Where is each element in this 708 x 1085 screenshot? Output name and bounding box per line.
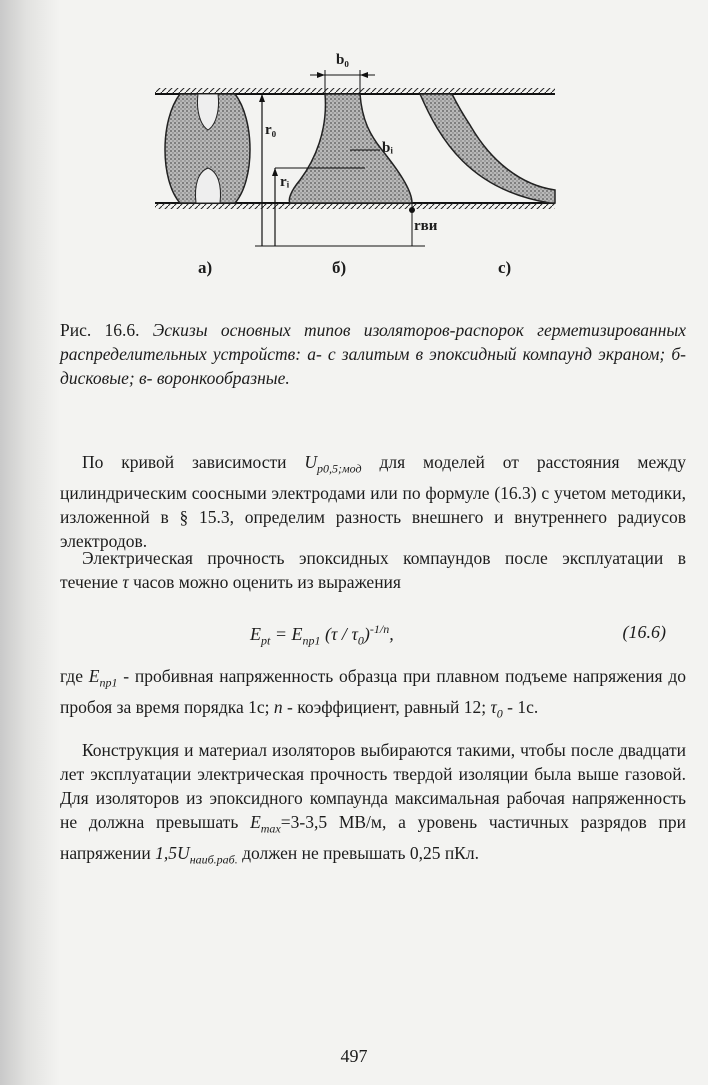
insulator-b (289, 94, 412, 203)
p4-text-a: Конструкция и материал изоляторов выбираются такими, чтобы после двадцати лет эксплуатации электрическая прочность твердой изоляции была выше газовой. Для изоляторов из эпоксидного компаунда максимальная рабочая напряженность не должна превышать (60, 740, 686, 832)
panel-label-c: с) (498, 258, 512, 277)
formula-comma: , (389, 624, 394, 644)
insulator-sketch-figure (150, 50, 690, 290)
formula-rhs-sub: пp1 (302, 633, 321, 648)
p4-text-b: =3-3,5 МВ/м, а уровень частичных разрядов при напряжении (60, 812, 686, 863)
insulator-sketch-drawing (150, 50, 690, 290)
paragraph-1 (60, 450, 686, 553)
ri-label: rᵢ (280, 174, 290, 190)
p2-var: τ (122, 572, 129, 592)
p3-var3-sub: 0 (496, 706, 503, 720)
p4-var1: E (250, 812, 261, 832)
figure-caption (60, 318, 686, 390)
formula-number: (16.6) (622, 622, 666, 642)
formula-lhs: E (250, 624, 261, 644)
p1-var-sub: p0,5;мод (317, 461, 362, 476)
b0-label: b₀ (336, 52, 349, 68)
formula-body: (τ / τ (320, 624, 358, 644)
insulator-c (420, 94, 555, 203)
caption-body: Эскизы основных типов изоляторов-распорок герметизированных распределительных устройств: а- с залитым в эпоксидный компаунд экраном; б- дисковые; в- воронкообразные. (60, 320, 687, 388)
p3-var2: n (273, 696, 283, 717)
panel-label-a: а) (198, 258, 213, 277)
p4-var2-sub: наиб.раб. (189, 852, 238, 866)
p3-var3: τ (490, 696, 497, 717)
paragraph-4 (60, 738, 686, 871)
r0-label: r₀ (265, 122, 277, 138)
formula-tau-sub: 0 (357, 633, 364, 648)
p4-var1-sub: max (260, 821, 281, 836)
p3-text-d: - 1с. (502, 696, 539, 717)
paragraph-2 (60, 546, 686, 594)
p2-text-b: часов можно оценить из выражения (128, 572, 401, 592)
formula-close: ) (363, 624, 370, 644)
p1-text-a: По кривой зависимости (82, 452, 305, 472)
p3-text-a: где (60, 666, 89, 686)
p1-var: U (304, 452, 318, 472)
p4-text-c: должен не превышать 0,25 пКл. (237, 842, 479, 863)
formula-16-6 (60, 622, 686, 650)
p2-text-a: Электрическая прочность эпоксидных компаундов после эксплуатации в течение (60, 548, 686, 592)
p3-text-b: - пробивная напряженность образца при плавном подъеме напряжения до пробоя за время порядка 1с; (60, 666, 686, 717)
page-edge-shadow (0, 0, 60, 1085)
formula-exponent: -1/n (369, 622, 390, 636)
p4-var2: 1,5U (155, 842, 190, 863)
formula-lhs-sub: pt (261, 633, 271, 648)
caption-lead: Рис. 16.6. (60, 320, 140, 340)
p1-text-b: для моделей от расстояния между цилиндрическим соосными электродами или по формуле (16.3) с учетом методики, изложенной в § 15.3, определим разность внешнего и внутреннего радиусов электродов. (60, 452, 687, 551)
formula-expression (250, 622, 394, 649)
p3-var1-sub: пp1 (99, 675, 118, 690)
paragraph-3 (60, 664, 686, 725)
bi-label: bᵢ (382, 140, 394, 156)
p3-var1: E (88, 666, 100, 686)
rvi-label: rви (414, 218, 438, 234)
panel-label-b: б) (332, 258, 347, 277)
p3-text-c: - коэффициент, равный 12; (282, 696, 491, 717)
formula-equals: = E (270, 624, 303, 644)
inner-electrode-hatch (155, 203, 555, 209)
page-number: 497 (340, 1046, 368, 1066)
